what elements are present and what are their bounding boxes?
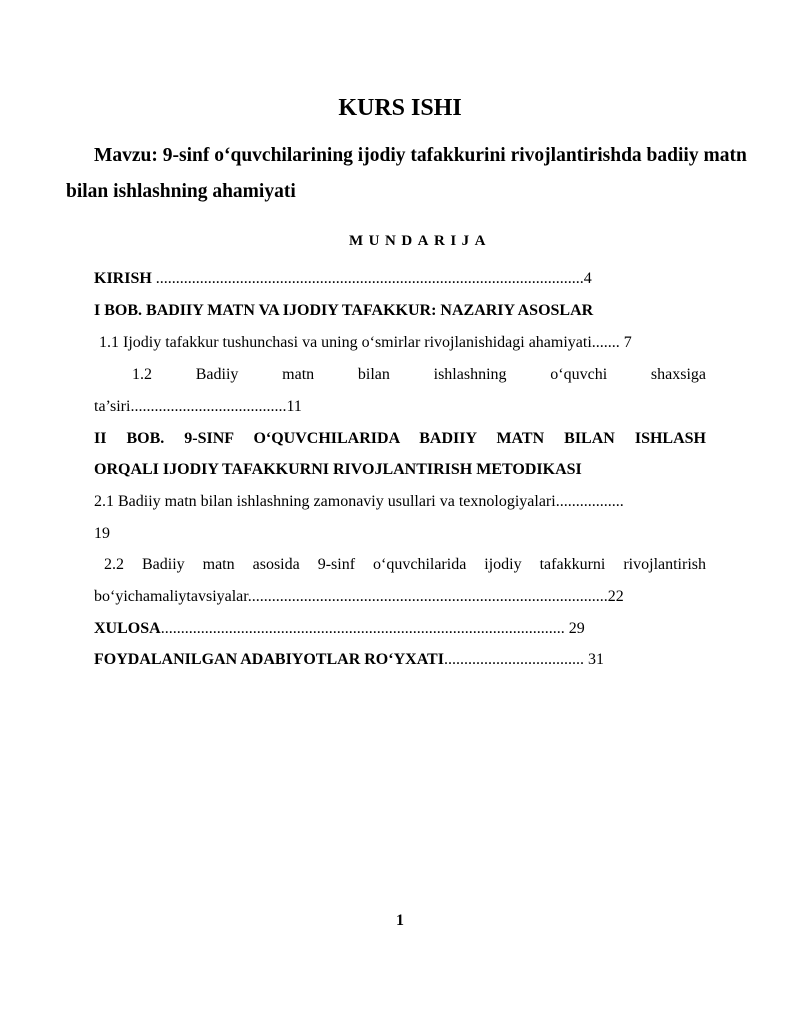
toc-entry-2-2-line2: bo‘yichamaliytavsiyalar..........................................................................................22 <box>94 588 624 605</box>
page-number: 1 <box>396 912 404 929</box>
toc-entry-label: FOYDALANILGAN ADABIYOTLAR RO‘YXATI <box>94 651 444 668</box>
toc-entry-leader: ..................................................................................................... 29 <box>160 620 585 637</box>
toc-entry-2-1-line1: 2.1 Badiiy matn bilan ishlashning zamonaviy usullari va texnologiyalari................. <box>94 493 624 510</box>
toc-entry-1-1: 1.1 Ijodiy tafakkur tushunchasi va uning o‘smirlar rivojlanishidagi ahamiyati....... 7 <box>99 334 632 351</box>
toc-entry-xulosa <box>94 618 585 640</box>
document-title: KURS ISHI <box>338 95 462 121</box>
toc-entry-label: XULOSA <box>94 620 161 637</box>
toc-chapter-1: I BOB. BADIIY MATN VA IJODIY TAFAKKUR: NAZARIY ASOSLAR <box>94 302 594 319</box>
toc-entry-1-2-line1: 1.2 Badiiy matn bilan ishlashning o‘quvchi shaxsiga <box>132 366 706 383</box>
toc-entry-adabiyotlar <box>94 649 604 671</box>
toc-entry-2-2-line1: 2.2 Badiiy matn asosida 9-sinf o‘quvchilarida ijodiy tafakkurni rivojlantirish <box>104 556 706 573</box>
toc-chapter-2-line2: ORQALI IJODIY TAFAKKURNI RIVOJLANTIRISH METODIKASI <box>94 461 582 478</box>
toc-entry-label: KIRISH <box>94 270 152 287</box>
toc-entry-2-1-line2: 19 <box>94 525 110 542</box>
toc-entry-leader: ...........................................................................................................4 <box>151 270 592 287</box>
toc-heading: MUNDARIJA <box>349 233 491 249</box>
toc-entry-kirish <box>94 268 592 290</box>
topic-heading: Mavzu: 9-sinf o‘quvchilarining ijodiy tafakkurini rivojlantirishda badiiy matn bilan ishlashning ahamiyati <box>66 145 747 202</box>
toc-entry-leader: ................................... 31 <box>443 651 604 668</box>
toc-chapter-2-line1: II BOB. 9-SINF O‘QUVCHILARIDA BADIIY MATN BILAN ISHLASH <box>94 430 706 447</box>
toc-entry-1-2-line2: ta’siri.......................................11 <box>94 398 302 415</box>
